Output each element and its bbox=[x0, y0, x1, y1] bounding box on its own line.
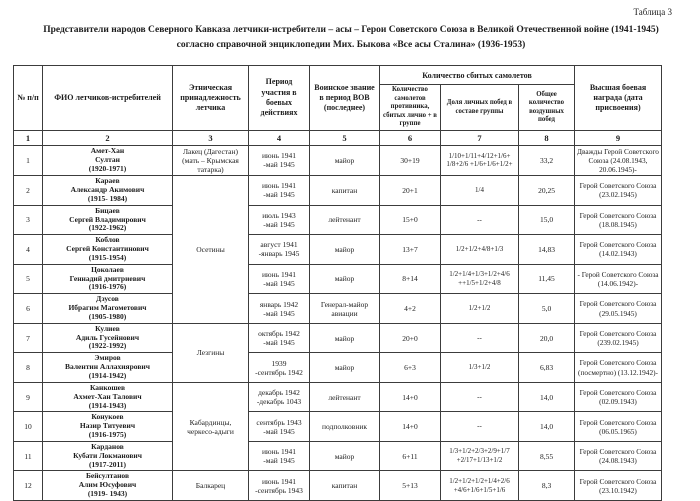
row-number: 8 bbox=[14, 353, 43, 383]
pilot-name: Бицаев Сергей Владимирович (1922-1962) bbox=[43, 205, 173, 235]
military-rank: капитан bbox=[310, 471, 380, 501]
award-cell: Герой Советского Союза (239.02.1945) bbox=[575, 323, 662, 353]
header-share-group: Доля личных побед в составе группы bbox=[441, 85, 519, 130]
group-share: -- bbox=[441, 323, 519, 353]
award-cell: Герой Советского Союза (02.09.1943) bbox=[575, 382, 662, 412]
header-name: ФИО летчиков-истребителей bbox=[43, 66, 173, 130]
service-period: июнь 1941 -сентябрь 1943 bbox=[249, 471, 310, 501]
table-row bbox=[14, 353, 662, 383]
service-period: июнь 1941 -май 1945 bbox=[249, 176, 310, 206]
total-victories: 20,0 bbox=[519, 323, 575, 353]
colnum-9: 9 bbox=[575, 130, 662, 145]
pilot-name: Бейсултанов Алим Юсуфович (1919- 1943) bbox=[43, 471, 173, 501]
pilot-name: Кулиев Адиль Гусейнович (1922-1992) bbox=[43, 323, 173, 353]
ethnicity-cell: Лакец (Дагестан) (мать – Крымская татарка) bbox=[173, 145, 249, 175]
total-victories: 14,83 bbox=[519, 235, 575, 265]
group-share: 1/2+1/4+1/3+1/2+4/6 ++1/5+1/2+4/8 bbox=[441, 264, 519, 294]
award-cell: Герой Советского Союза (23.10.1942) bbox=[575, 471, 662, 501]
ethnicity-cell: Кабардинцы, черкесо-адыги bbox=[173, 382, 249, 471]
group-share: 1/2+1/2+1/2+1/4+2/6 +4/6+1/6+1/5+1/6 bbox=[441, 471, 519, 501]
row-number: 9 bbox=[14, 382, 43, 412]
award-cell: Герой Советского Союза (24.08.1943) bbox=[575, 441, 662, 471]
group-share: 1/3+1/2 bbox=[441, 353, 519, 383]
service-period: декабрь 1942 -декабрь 1043 bbox=[249, 382, 310, 412]
kills-count: 30+19 bbox=[380, 145, 441, 175]
group-share: -- bbox=[441, 382, 519, 412]
military-rank: майор bbox=[310, 323, 380, 353]
colnum-2: 2 bbox=[43, 130, 173, 145]
kills-count: 4+2 bbox=[380, 294, 441, 324]
header-rank: Воинское звание в период ВОВ (последнее) bbox=[310, 66, 380, 130]
pilot-name: Караев Александр Акимович (1915- 1984) bbox=[43, 176, 173, 206]
group-share: 1/2+1/2+4/8+1/3 bbox=[441, 235, 519, 265]
kills-count: 20+0 bbox=[380, 323, 441, 353]
total-victories: 8,3 bbox=[519, 471, 575, 501]
kills-count: 13+7 bbox=[380, 235, 441, 265]
total-victories: 14,0 bbox=[519, 412, 575, 442]
kills-count: 8+14 bbox=[380, 264, 441, 294]
header-num: № п/п bbox=[14, 66, 43, 130]
award-cell: Герой Советского Союза (посмертно) (13.12.1942)- bbox=[575, 353, 662, 383]
pilot-name: Карданов Кубати Локманович (1917-2011) bbox=[43, 441, 173, 471]
total-victories: 5,0 bbox=[519, 294, 575, 324]
header-period: Период участия в боевых действиях bbox=[249, 66, 310, 130]
pilot-name: Конукоев Назир Титуевич (1916-1975) bbox=[43, 412, 173, 442]
table-row bbox=[14, 294, 662, 324]
table-row bbox=[14, 264, 662, 294]
military-rank: майор bbox=[310, 264, 380, 294]
ethnicity-cell: Балкарец bbox=[173, 471, 249, 501]
total-victories: 20,25 bbox=[519, 176, 575, 206]
award-cell: - Герой Советского Союза (14.06.1942)- bbox=[575, 264, 662, 294]
military-rank: майор bbox=[310, 353, 380, 383]
row-number: 4 bbox=[14, 235, 43, 265]
row-number: 10 bbox=[14, 412, 43, 442]
service-period: сентябрь 1943 -май 1945 bbox=[249, 412, 310, 442]
row-number: 11 bbox=[14, 441, 43, 471]
table-row bbox=[14, 471, 662, 501]
group-share: 1/10+1/11+4/12+1/6+ 1/8+2/6 +1/6+1/6+1/2+ bbox=[441, 145, 519, 175]
column-number-row bbox=[14, 130, 662, 145]
table-row bbox=[14, 412, 662, 442]
military-rank: майор bbox=[310, 441, 380, 471]
military-rank: лейтенант bbox=[310, 382, 380, 412]
header-group-kills: Количество сбитых самолетов bbox=[380, 66, 575, 85]
award-cell: Герой Советского Союза (06.05.1965) bbox=[575, 412, 662, 442]
document-title: Представители народов Северного Кавказа летчики-истребители – асы – Герои Советского Союза в Великой Отечественной войне (1941-1945) согласно справочной энциклопедии Мих. Быкова «Все асы Сталина» (1936-1953) bbox=[43, 25, 659, 51]
military-rank: капитан bbox=[310, 176, 380, 206]
ethnicity-cell: Осетины bbox=[173, 176, 249, 324]
kills-count: 15+0 bbox=[380, 205, 441, 235]
row-number: 1 bbox=[14, 145, 43, 175]
colnum-7: 7 bbox=[441, 130, 519, 145]
group-share: 1/2+1/2 bbox=[441, 294, 519, 324]
military-rank: Генерал-майор авиации bbox=[310, 294, 380, 324]
pilots-table bbox=[13, 65, 662, 501]
service-period: 1939 -сентябрь 1942 bbox=[249, 353, 310, 383]
kills-count: 6+3 bbox=[380, 353, 441, 383]
service-period: июнь 1941 -май 1945 bbox=[249, 264, 310, 294]
kills-count: 20+1 bbox=[380, 176, 441, 206]
service-period: январь 1942 -май 1945 bbox=[249, 294, 310, 324]
colnum-5: 5 bbox=[310, 130, 380, 145]
table-row bbox=[14, 235, 662, 265]
pilot-name: Эмиров Валентин Аллахиярович (1914-1942) bbox=[43, 353, 173, 383]
military-rank: майор bbox=[310, 145, 380, 175]
total-victories: 11,45 bbox=[519, 264, 575, 294]
ethnicity-cell: Лезгины bbox=[173, 323, 249, 382]
table-row bbox=[14, 382, 662, 412]
pilot-name: Дзусов Ибрагим Магометович (1905-1980) bbox=[43, 294, 173, 324]
colnum-3: 3 bbox=[173, 130, 249, 145]
military-rank: лейтенант bbox=[310, 205, 380, 235]
total-victories: 14,0 bbox=[519, 382, 575, 412]
header-kills-personal-group: Количество самолетов противника, сбитых лично + в группе bbox=[380, 85, 441, 130]
header-total-victories: Общее количество воздушных побед bbox=[519, 85, 575, 130]
header-ethnicity: Этническая принадлежность летчика bbox=[173, 66, 249, 130]
header-award: Высшая боевая награда (дата присвоения) bbox=[575, 66, 662, 130]
table-row bbox=[14, 441, 662, 471]
total-victories: 15,0 bbox=[519, 205, 575, 235]
row-number: 6 bbox=[14, 294, 43, 324]
award-cell: Герой Советского Союза (14.02.1943) bbox=[575, 235, 662, 265]
military-rank: майор bbox=[310, 235, 380, 265]
total-victories: 8,55 bbox=[519, 441, 575, 471]
row-number: 3 bbox=[14, 205, 43, 235]
kills-count: 14+0 bbox=[380, 382, 441, 412]
row-number: 5 bbox=[14, 264, 43, 294]
colnum-1: 1 bbox=[14, 130, 43, 145]
award-cell: Дважды Герой Советского Союза (24.08.1943, 20.06.1945)- bbox=[575, 145, 662, 175]
table-number-label: Таблица 3 bbox=[633, 7, 672, 17]
award-cell: Герой Советского Союза (29.05.1945) bbox=[575, 294, 662, 324]
row-number: 2 bbox=[14, 176, 43, 206]
service-period: июнь 1941 -май 1945 bbox=[249, 441, 310, 471]
colnum-6: 6 bbox=[380, 130, 441, 145]
pilot-name: Коблов Сергей Константинович (1915-1954) bbox=[43, 235, 173, 265]
group-share: -- bbox=[441, 205, 519, 235]
service-period: июнь 1941 -май 1945 bbox=[249, 145, 310, 175]
header-row-main bbox=[14, 66, 662, 85]
group-share: 1/3+1/2+2/3+2/9+1/7 +2/17+1/13+1/2 bbox=[441, 441, 519, 471]
row-number: 7 bbox=[14, 323, 43, 353]
total-victories: 33,2 bbox=[519, 145, 575, 175]
pilot-name: Цоколаев Геннадий дмитриевич (1916-1976) bbox=[43, 264, 173, 294]
kills-count: 14+0 bbox=[380, 412, 441, 442]
service-period: август 1941 -январь 1945 bbox=[249, 235, 310, 265]
pilot-name: Амет-Хан Султан (1920-1971) bbox=[43, 145, 173, 175]
kills-count: 6+11 bbox=[380, 441, 441, 471]
group-share: -- bbox=[441, 412, 519, 442]
table-row bbox=[14, 145, 662, 175]
colnum-8: 8 bbox=[519, 130, 575, 145]
table-row bbox=[14, 323, 662, 353]
group-share: 1/4 bbox=[441, 176, 519, 206]
service-period: октябрь 1942 -май 1945 bbox=[249, 323, 310, 353]
colnum-4: 4 bbox=[249, 130, 310, 145]
service-period: июль 1943 -май 1945 bbox=[249, 205, 310, 235]
kills-count: 5+13 bbox=[380, 471, 441, 501]
award-cell: Герой Советского Союза (23.02.1945) bbox=[575, 176, 662, 206]
award-cell: Герой Советского Союза (18.08.1945) bbox=[575, 205, 662, 235]
table-row bbox=[14, 205, 662, 235]
pilot-name: Канкошев Ахмет-Хан Талович (1914-1943) bbox=[43, 382, 173, 412]
row-number: 12 bbox=[14, 471, 43, 501]
military-rank: подполковник bbox=[310, 412, 380, 442]
table-row bbox=[14, 176, 662, 206]
total-victories: 6,83 bbox=[519, 353, 575, 383]
